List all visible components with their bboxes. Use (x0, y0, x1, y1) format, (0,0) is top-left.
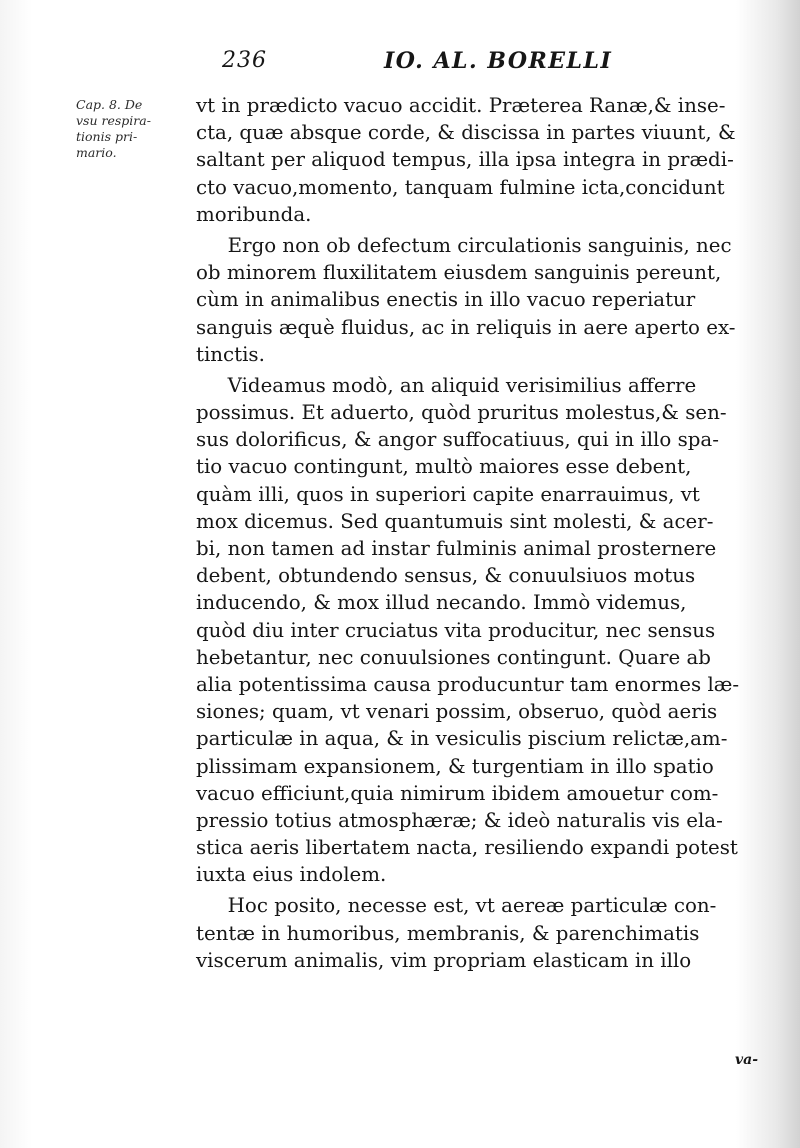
page-number: 236 (222, 48, 267, 73)
catchword: va- (735, 1052, 759, 1068)
text-line: iuxta eius indolem. (196, 862, 387, 887)
text-line: ob minorem fluxilitatem eiusdem sanguinis pereunt, (196, 260, 722, 285)
text-line: cta, quæ absque corde, & discissa in partes viuunt, & (196, 120, 736, 145)
margin-note-line: mario. (76, 145, 117, 160)
text-line: saltant per aliquod tempus, illa ipsa integra in prædi- (196, 147, 734, 172)
page-header (0, 48, 800, 80)
text-line: siones; quam, vt venari possim, obseruo, quòd aeris (196, 699, 718, 724)
text-line: stica aeris libertatem nacta, resiliendo expandi potest (196, 835, 738, 860)
text-line: viscerum animalis, vim propriam elasticam in illo (196, 947, 692, 972)
text-line: tio vacuo contingunt, multò maiores esse debent, (196, 454, 692, 479)
text-line: mox dicemus. Sed quantumuis sint molesti, & acer- (196, 508, 714, 533)
body-text (196, 92, 792, 974)
text-line: moribunda. (196, 201, 312, 226)
text-line: quàm illi, quos in superiori capite enarrauimus, vt (196, 481, 700, 506)
text-line: pressio totius atmosphæræ; & ideò naturalis vis ela- (196, 807, 723, 832)
paragraph-start: Videamus modò, an aliquid verisimilius afferre (227, 372, 697, 397)
paragraph-start: Ergo non ob defectum circulationis sanguinis, nec (227, 232, 732, 257)
text-line: sus dolorificus, & angor suffocatiuus, qui in illo spa- (196, 427, 719, 452)
text-line: cùm in animalibus enectis in illo vacuo reperiatur (196, 287, 696, 312)
text-line: cto vacuo,momento, tanquam fulmine icta,concidunt (196, 174, 725, 199)
paragraph-start: Hoc posito, necesse est, vt aereæ particulæ con- (227, 893, 717, 918)
text-line: debent, obtundendo sensus, & conuulsiuos motus (196, 563, 696, 588)
running-head: IO. AL. BORELLI (384, 48, 613, 74)
text-line: possimus. Et aduerto, quòd pruritus molestus,& sen- (196, 400, 727, 425)
text-line: inducendo, & mox illud necando. Immò videmus, (196, 590, 687, 615)
text-line: sanguis æquè fluidus, ac in reliquis in aere aperto ex- (196, 314, 736, 339)
text-line: quòd diu inter cruciatus vita producitur, nec sensus (196, 617, 716, 642)
text-line: plissimam expansionem, & turgentiam in illo spatio (196, 753, 714, 778)
text-line: particulæ in aqua, & in vesiculis piscium relictæ,am- (196, 726, 728, 751)
text-line: vacuo efficiunt,quia nimirum ibidem amouetur com- (196, 780, 719, 805)
text-line: tentæ in humoribus, membranis, & parenchimatis (196, 920, 700, 945)
text-line: bi, non tamen ad instar fulminis animal prosternere (196, 536, 717, 560)
margin-note (76, 97, 186, 161)
margin-note-line: Cap. 8. De (76, 97, 143, 112)
margin-note-line: vsu respira- (76, 113, 151, 128)
text-line: alia potentissima causa producuntur tam enormes læ- (196, 671, 740, 696)
text-line: tinctis. (196, 341, 265, 366)
text-line: hebetantur, nec conuulsiones contingunt. Quare ab (196, 644, 711, 669)
text-line: vt in prædicto vacuo accidit. Præterea Ranæ,& inse- (196, 93, 726, 117)
margin-note-line: tionis pri- (76, 129, 138, 144)
